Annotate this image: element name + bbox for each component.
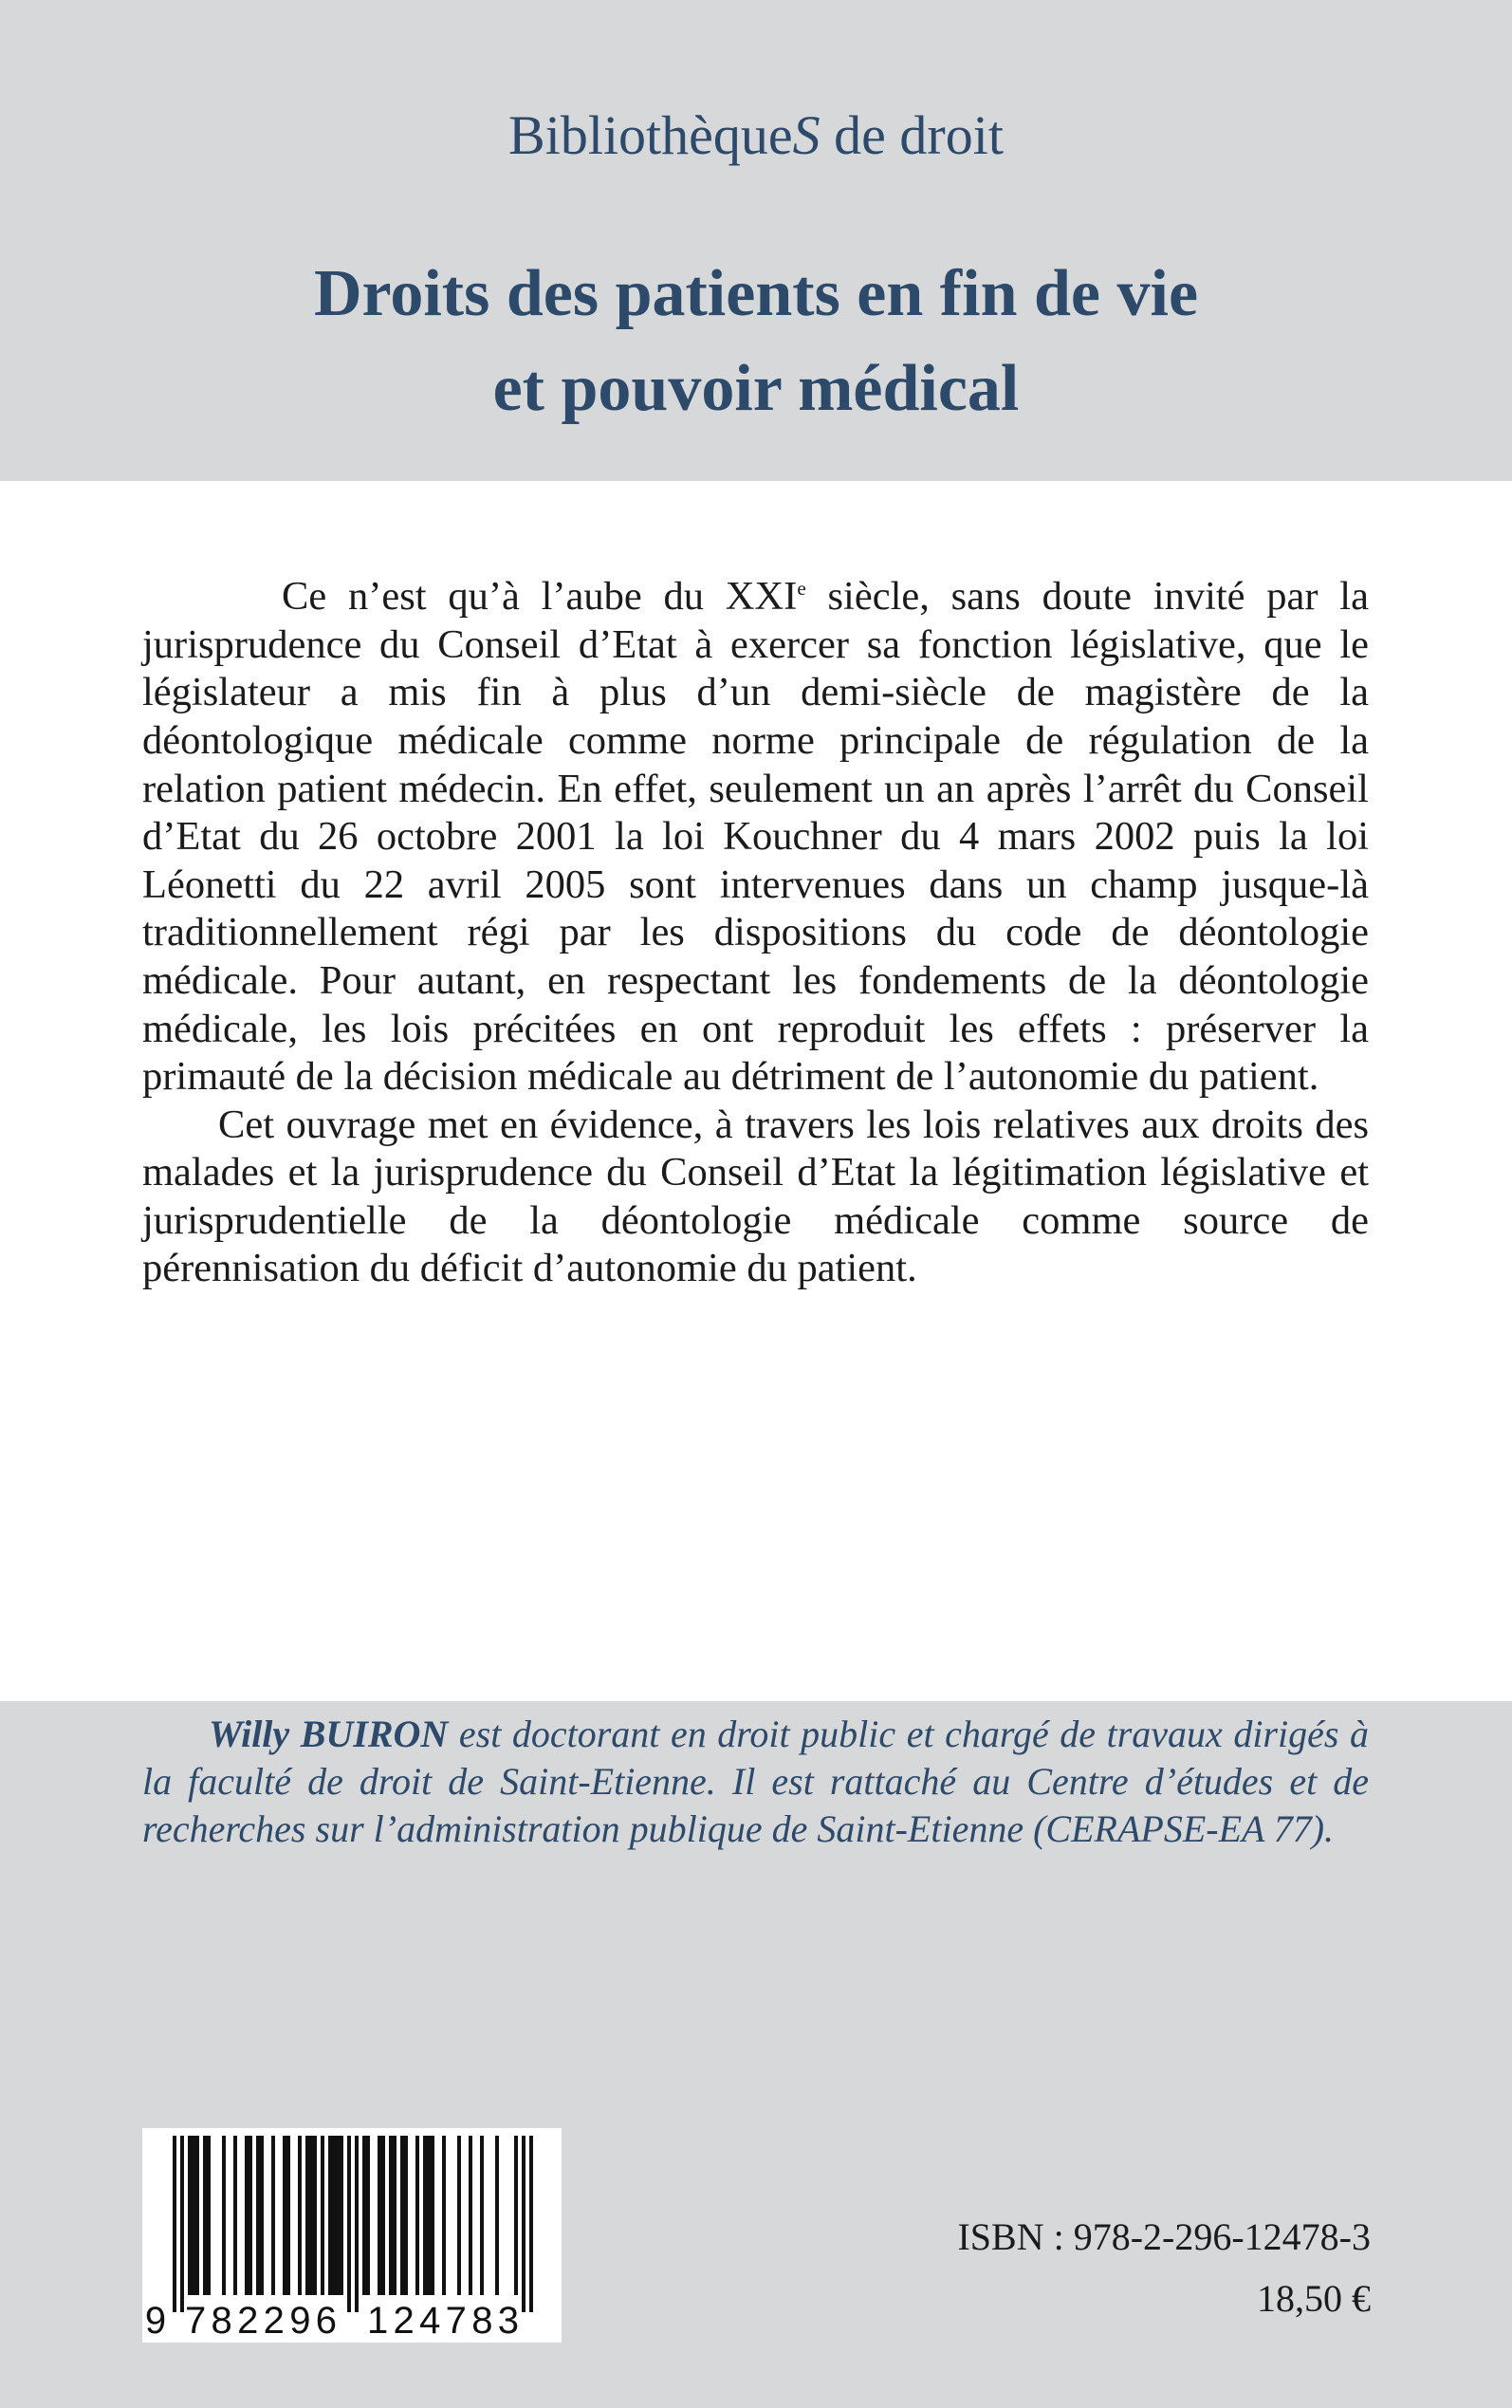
barcode-bar bbox=[415, 2136, 419, 2295]
barcode-bar bbox=[328, 2136, 332, 2295]
summary-paragraph-1: Ce n’est qu’à l’aube du XXIe siècle, sans doute invité par la jurisprudence du Conseil d’Etat à exercer sa fonction législative, que le législateur a mis fin à plus d’un demi-siècle de magistère de la déontologique médicale comme norme principale de régulation de la relation patient médecin. En effet, seulement un an après l’arrêt du Conseil d’Etat du 26 octobre 2001 la loi Kouchner du 4 mars 2002 puis la loi Léonetti du 22 avril 2005 sont intervenues dans un champ jusque-là traditionnellement régi par les dispositions du code de déontologie médicale. Pour autant, en respectant les fondements de la déontologie médicale, les lois précitées en ont reproduit les effets : préserver la primauté de la décision médicale au détriment de l’autonomie du patient. bbox=[142, 574, 1369, 1100]
barcode-first-digit: 9 bbox=[144, 2300, 167, 2342]
barcode-bar bbox=[362, 2136, 366, 2295]
barcode-bar bbox=[340, 2136, 343, 2295]
barcode-bar bbox=[313, 2136, 317, 2295]
barcode-bar bbox=[347, 2136, 351, 2312]
barcode-right-digits: 124783 bbox=[367, 2300, 519, 2342]
barcode-bar bbox=[336, 2136, 340, 2295]
barcode-bar bbox=[423, 2136, 427, 2295]
barcode-bar bbox=[442, 2136, 446, 2295]
barcode-bar bbox=[249, 2136, 252, 2295]
series-name: BibliothèqueS de droit bbox=[508, 104, 1004, 166]
summary-paragraph-2: Cet ouvrage met en évidence, à travers les lois relatives aux droits des malades et la jurisprudence du Conseil d’Etat la légitimation législative et jurisprudentielle de la déontologie médicale comme source de pérennisation du déficit d’autonomie du patient. bbox=[142, 1102, 1369, 1291]
barcode-bar bbox=[355, 2136, 359, 2312]
back-cover-summary bbox=[142, 565, 1369, 1293]
barcode-bar bbox=[245, 2136, 249, 2295]
barcode-bar bbox=[309, 2136, 313, 2295]
barcode-bar bbox=[381, 2136, 385, 2295]
book-title bbox=[0, 247, 1512, 436]
barcode-bar bbox=[480, 2136, 484, 2295]
barcode-bar bbox=[195, 2136, 199, 2295]
barcode-bar bbox=[469, 2136, 472, 2295]
barcode-bar bbox=[233, 2136, 237, 2295]
barcode-bar bbox=[522, 2136, 526, 2312]
barcode-bar bbox=[495, 2136, 499, 2295]
barcode-bar bbox=[286, 2136, 290, 2295]
isbn-number: ISBN : 978-2-296-12478-3 bbox=[957, 2215, 1371, 2258]
title-line-1: Droits des patients en fin de vie bbox=[313, 257, 1199, 330]
barcode-bar bbox=[260, 2136, 264, 2295]
barcode-bar bbox=[400, 2136, 404, 2295]
barcode-bar bbox=[173, 2136, 176, 2312]
barcode-bar bbox=[283, 2136, 286, 2295]
barcode-bar bbox=[378, 2136, 381, 2295]
barcode-bar bbox=[427, 2136, 431, 2295]
barcode-bar bbox=[393, 2136, 396, 2295]
barcode-bar bbox=[203, 2136, 207, 2295]
barcode-bar bbox=[514, 2136, 518, 2295]
barcode-bar bbox=[256, 2136, 260, 2295]
author-bio: Willy BUIRON est doctorant en droit public et chargé de travaux dirigés à la faculté de droit de Saint-Etienne. Il est rattaché au Centre d’études et de recherches sur l’administration publique de Saint-Etienne (CERAPSE-EA 77). bbox=[142, 1713, 1369, 1850]
barcode-bar bbox=[366, 2136, 370, 2295]
barcode-bar bbox=[321, 2136, 324, 2295]
barcode-bar bbox=[457, 2136, 461, 2295]
barcode-left-digits: 782296 bbox=[185, 2300, 337, 2342]
barcode-bar bbox=[192, 2136, 195, 2295]
isbn-barcode bbox=[142, 2128, 562, 2343]
barcode-bar bbox=[298, 2136, 302, 2295]
title-line-2: et pouvoir médical bbox=[492, 352, 1020, 425]
barcode-bar bbox=[332, 2136, 336, 2295]
price: 18,50 € bbox=[1257, 2277, 1371, 2320]
barcode-bar bbox=[305, 2136, 309, 2295]
barcode-bar bbox=[529, 2136, 533, 2312]
barcode-bar bbox=[431, 2136, 434, 2295]
series-italic-letter: S bbox=[792, 104, 821, 166]
barcode-bar bbox=[404, 2136, 408, 2295]
barcode-bar bbox=[207, 2136, 211, 2295]
barcode-bar bbox=[222, 2136, 226, 2295]
barcode-bar bbox=[271, 2136, 275, 2295]
barcode-bar bbox=[389, 2136, 393, 2295]
barcode-bar bbox=[180, 2136, 184, 2312]
author-name: Willy BUIRON bbox=[209, 1713, 449, 1755]
barcode-bar bbox=[188, 2136, 192, 2295]
